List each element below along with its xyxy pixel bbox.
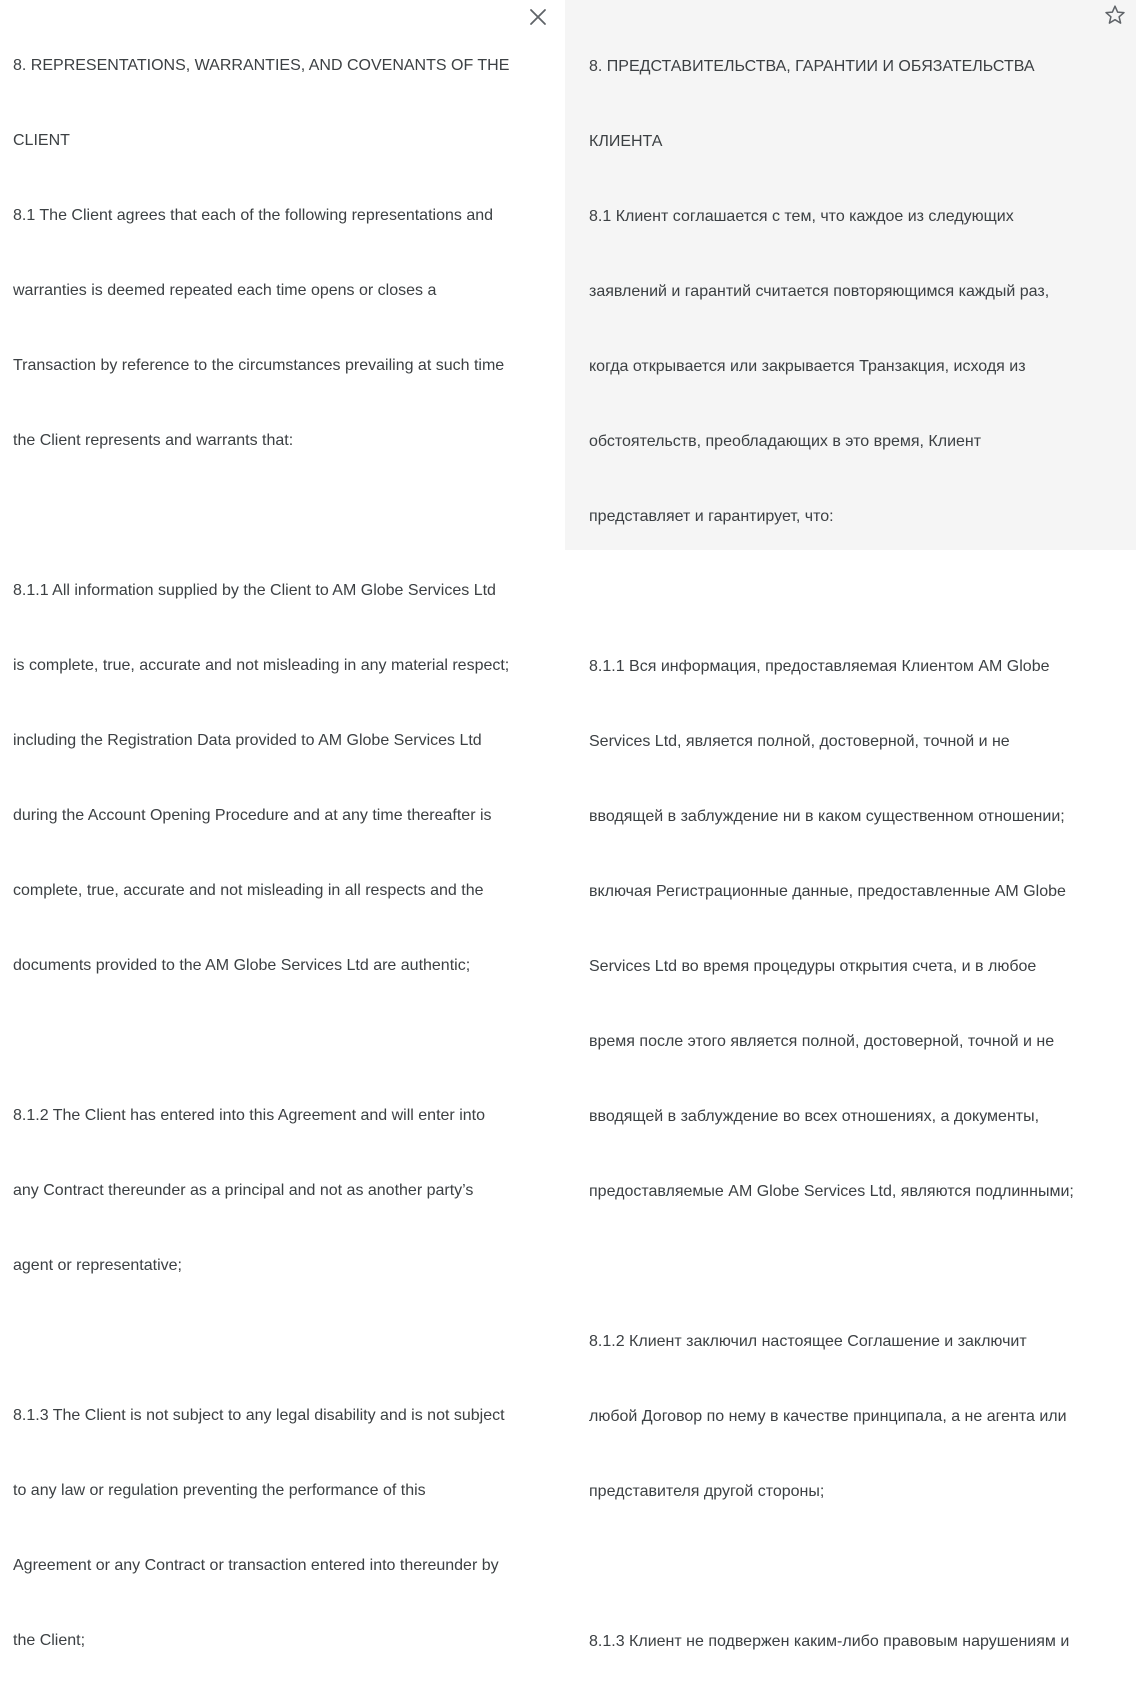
translation-line: время после этого является полной, достоверной, точной и не <box>589 1033 1055 1050</box>
source-text-pane[interactable] <box>0 0 565 1649</box>
translation-line: КЛИЕНТА <box>589 133 663 150</box>
close-icon <box>526 5 550 29</box>
source-line <box>13 1328 509 1353</box>
translation-line: включая Регистрационные данные, предоставленные AM Globe <box>589 883 1066 900</box>
source-line: including the Registration Data provided to AM Globe Services Ltd <box>13 732 482 749</box>
source-line: is complete, true, accurate and not misleading in any material respect; <box>13 657 510 674</box>
translation-line: предоставляемые AM Globe Services Ltd, являются подлинными; <box>589 1183 1074 1200</box>
clear-source-button[interactable] <box>526 5 550 29</box>
translation-line: заявлений и гарантий считается повторяющимся каждый раз, <box>589 283 1050 300</box>
translation-line: представляет и гарантирует, что: <box>589 508 834 525</box>
source-line: 8. REPRESENTATIONS, WARRANTIES, AND COVENANTS OF THE <box>13 57 510 74</box>
source-line: any Contract thereunder as a principal and not as another party’s <box>13 1182 474 1199</box>
translation-line <box>589 1554 1074 1579</box>
source-line: Agreement or any Contract or transaction entered into thereunder by <box>13 1557 499 1574</box>
source-line: the Client represents and warrants that: <box>13 432 294 449</box>
source-line: agent or representative; <box>13 1257 182 1274</box>
source-line: the Client; <box>13 1632 86 1649</box>
translation-line: 8.1.2 Клиент заключил настоящее Соглашение и заключит <box>589 1333 1027 1350</box>
source-line: CLIENT <box>13 132 70 149</box>
translation-text <box>589 4 1074 1704</box>
source-line <box>13 503 509 528</box>
translation-line: представителя другой стороны; <box>589 1483 825 1500</box>
star-outline-icon <box>1103 3 1127 27</box>
source-line: to any law or regulation preventing the performance of this <box>13 1482 426 1499</box>
translation-line: 8. ПРЕДСТАВИТЕЛЬСТВА, ГАРАНТИИ И ОБЯЗАТЕЛЬСТВА <box>589 58 1035 75</box>
source-line: 8.1.3 The Client is not subject to any legal disability and is not subject <box>13 1407 505 1424</box>
translation-line <box>589 579 1074 604</box>
translation-line: Services Ltd во время процедуры открытия счета, и в любое <box>589 958 1037 975</box>
translation-line: Services Ltd, является полной, достоверной, точной и не <box>589 733 1010 750</box>
translation-line: вводящей в заблуждение ни в каком существенном отношении; <box>589 808 1065 825</box>
source-line: documents provided to the AM Globe Services Ltd are authentic; <box>13 957 471 974</box>
source-line: during the Account Opening Procedure and at any time thereafter is <box>13 807 492 824</box>
translation-line: обстоятельств, преобладающих в это время, Клиент <box>589 433 982 450</box>
translation-line: 8.1.1 Вся информация, предоставляемая Клиентом AM Globe <box>589 658 1050 675</box>
translation-line: когда открывается или закрывается Транзакция, исходя из <box>589 358 1026 375</box>
translation-line: 8.1.3 Клиент не подвержен каким-либо правовым нарушениям и <box>589 1633 1070 1650</box>
source-line: 8.1.2 The Client has entered into this Agreement and will enter into <box>13 1107 485 1124</box>
translation-line: вводящей в заблуждение во всех отношениях, а документы, <box>589 1108 1040 1125</box>
translation-text-pane <box>565 0 1136 1650</box>
save-translation-button[interactable] <box>1103 3 1127 27</box>
source-line: 8.1 The Client agrees that each of the following representations and <box>13 207 494 224</box>
source-line <box>13 1028 509 1053</box>
translation-line <box>589 1254 1074 1279</box>
source-line: 8.1.1 All information supplied by the Client to AM Globe Services Ltd <box>13 582 496 599</box>
source-line: complete, true, accurate and not misleading in all respects and the <box>13 882 484 899</box>
source-line: Transaction by reference to the circumstances prevailing at such time <box>13 357 505 374</box>
source-line: warranties is deemed repeated each time opens or closes a <box>13 282 437 299</box>
translation-line: 8.1 Клиент соглашается с тем, что каждое из следующих <box>589 208 1014 225</box>
translation-line: любой Договор по нему в качестве принципала, а не агента или <box>589 1408 1067 1425</box>
source-text[interactable] <box>13 3 509 1703</box>
